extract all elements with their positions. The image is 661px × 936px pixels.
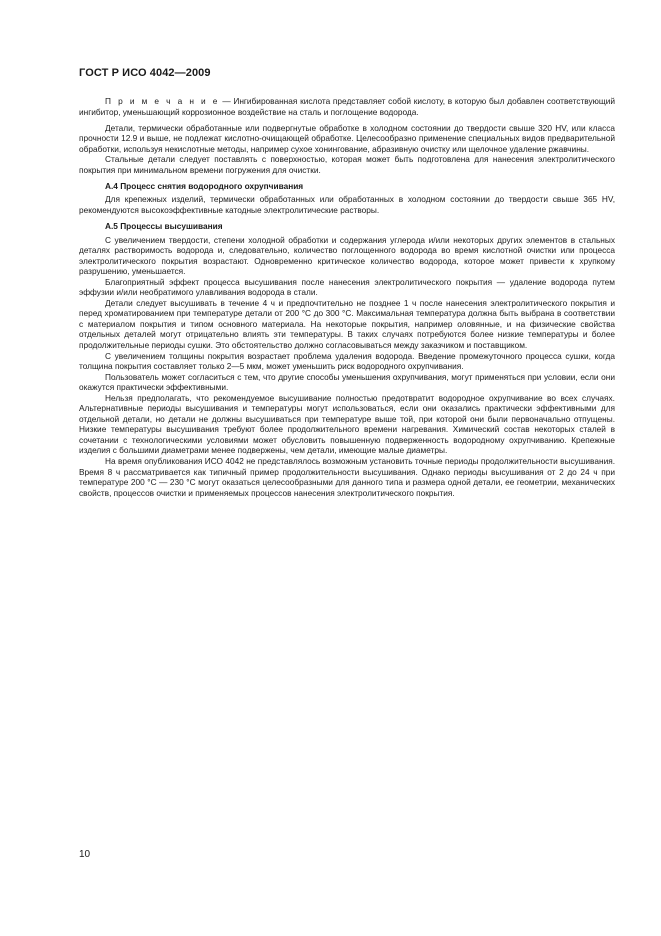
document-header: ГОСТ Р ИСО 4042—2009 bbox=[79, 67, 211, 79]
document-body bbox=[79, 96, 615, 498]
page-number: 10 bbox=[79, 849, 91, 860]
note-label: П р и м е ч а н и е bbox=[105, 96, 220, 106]
paragraph: Благоприятный эффект процесса высушивания после нанесения электролитического покрытия — удаление водорода путем эффузии и/или необратимого улавливания водорода в стали. bbox=[79, 276, 615, 298]
paragraph: Для крепежных изделий, термически обработанных или обработанных в холодном состоянии до твердости свыше 365 HV, рекомендуются высокоэффективные катодные электролитические растворы. bbox=[79, 194, 615, 215]
paragraph: Детали следует высушивать в течение 4 ч и предпочтительно не позднее 1 ч после нанесения электролитического покрытия и перед хроматированием при температуре детали от 200 °С до 300 °С. Максимальная температура должна быть выбрана в соответствии с материалом покрытия и типом основного материала. На некоторые покрытия, например оловянные, и на физические свойства отдельных деталей могут отрицательно влиять эти температуры. В таких случаях потребуются более низкие температуры и более продолжительные периоды сушки. Это обстоятельство должно согласовываться между заказчиком и поставщиком. bbox=[79, 297, 615, 350]
paragraph: С увеличением твердости, степени холодной обработки и содержания углерода и/или некоторых других элементов в стальных деталях растворимость водорода и, следовательно, количество поглощенного водорода во время кислотной очистки или процесса электролитического покрытия возрастают. Одновременно критическое количество водорода, которое может привести к хрупкому разрушению, уменьшается. bbox=[79, 234, 615, 277]
section-heading-a5: А.5 Процессы высушивания bbox=[105, 220, 223, 231]
paragraph: С увеличением толщины покрытия возрастает проблема удаления водорода. Введение промежуточного процесса сушки, когда толщина покрытия составляет только 2—5 мкм, может уменьшить риск водородного охрупчивания. bbox=[79, 350, 615, 372]
note-paragraph bbox=[79, 96, 615, 117]
section-heading-a4: А.4 Процесс снятия водородного охрупчивания bbox=[105, 180, 304, 191]
paragraph: Пользователь может согласиться с тем, что другие способы уменьшения охрупчивания, могут применяться при условии, если они окажутся практически эффективными. bbox=[79, 371, 615, 393]
paragraph: Стальные детали следует поставлять с поверхностью, которая может быть подготовлена для нанесения электролитического покрытия при минимальном времени погружения для очистки. bbox=[79, 154, 615, 175]
paragraph: На время опубликования ИСО 4042 не представлялось возможным установить точные периоды продолжительности высушивания. Время 8 ч рассматривается как типичный пример продолжительности высушивания. Однако периоды высушивания от 2 до 24 ч при температуре 200 °С — 230 °С могут оказаться целесообразными для данного типа и размера одной детали, ее геометрии, механических свойств, процессов очистки и применяемых процессов нанесения электролитического покрытия. bbox=[79, 456, 615, 498]
paragraph: Нельзя предполагать, что рекомендуемое высушивание полностью предотвратит водородное охрупчивание во всех случаях. Альтернативные периоды высушивания и температуры могут использоваться, если они оказались практически эффективными для отдельной детали, но детали не должны высушиваться при температуре выше той, при которой они были первоначально отпущены. Низкие температуры высушивания требуют более продолжительного времени нагревания. Химический состав некоторых сталей в сочетании с технологическими условиями может обусловить повышенную подверженность водородному охрупчиванию. Крепежные изделия с большими диаметрами менее подвержены, чем детали, имеющие малые диаметры. bbox=[79, 392, 615, 456]
note-text: — Ингибированная кислота представляет собой кислоту, в которую был добавлен соответствующий ингибитор, уменьшающий коррозионное воздействие на сталь и поглощение водорода. bbox=[79, 96, 615, 117]
paragraph: Детали, термически обработанные или подвергнутые обработке в холодном состоянии до твердости свыше 320 HV, или класса прочности 12.9 и выше, не подлежат кислотно-очищающей обработке. Целесообразно применение специальных видов предварительной обработки, используя некислотные методы, например сухое хонингование, абразивную очистку или щелочное удаление ржавчины. bbox=[79, 122, 615, 154]
